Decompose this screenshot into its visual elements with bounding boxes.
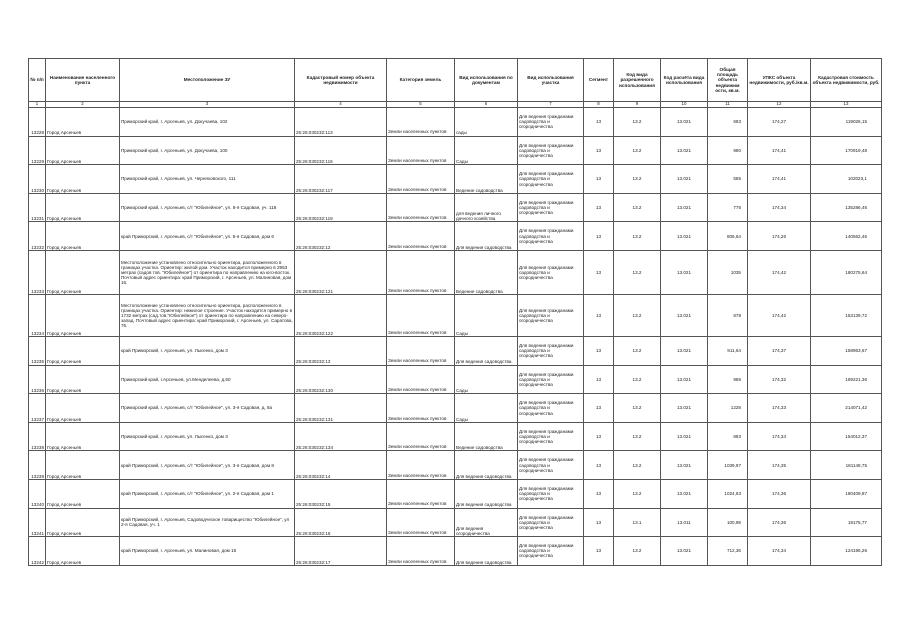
land-category: Земли населенных пунктов [387, 108, 455, 137]
permitted-use-code: 13.2 [614, 136, 661, 165]
header-cell: Код вида разрешенного использования [614, 59, 661, 102]
parcel-use: Для ведения гражданами садоводства и огородничества [518, 479, 584, 508]
header-cell: Вид использования участка [518, 59, 584, 102]
column-number: 5 [387, 102, 455, 108]
settlement-name: Город Арсеньев [46, 508, 120, 537]
upks-value: 174,41 [748, 136, 811, 165]
permitted-use-code: 13.2 [614, 294, 661, 336]
cadastral-cost: 181148,75 [811, 451, 882, 480]
parcel-location: Приморский край, г. Арсеньев, с/т "Юбилейное", ул. 3-я Садовая, д. 8а [120, 394, 295, 423]
segment: 13 [584, 451, 614, 480]
upks-value: 174,27 [748, 108, 811, 137]
total-area: 712,36 [708, 537, 748, 566]
total-area: 1024,63 [708, 479, 748, 508]
settlement-name: Город Арсеньев [46, 193, 120, 222]
permitted-use-code: 13.2 [614, 222, 661, 251]
row-number: 13238 [29, 422, 46, 451]
calc-use-code: 13.021 [661, 479, 708, 508]
parcel-use: Для ведения гражданами садоводства и огородничества [518, 451, 584, 480]
parcel-location: Приморский край, г. Арсеньев, ул. Докучаева, 102 [120, 108, 295, 137]
parcel-location: Приморский край, г.Арсеньев, ул.Менделеева, д.50 [120, 365, 295, 394]
table-row [29, 451, 882, 480]
upks-value: 174,26 [748, 222, 811, 251]
parcel-use: Для ведения гражданами садоводства и огородничества [518, 250, 584, 294]
cadastral-cost: 124195,26 [811, 537, 882, 566]
parcel-location: Местоположение установлено относительно ориентира, расположенного в границах участка. Ориентир: нежилое строение. Участок находится примерно в 1732 метрах (сад.тов."Юбилейное") от ориентира по направлению на северо-запад. Почтовый адрес ориентира: край Приморский, г. Арсеньев, ул. Саратова, 76. [120, 294, 295, 336]
upks-value: 174,33 [748, 394, 811, 423]
permitted-use-code: 13.2 [614, 365, 661, 394]
documented-use: Для ведения садоводства [455, 451, 518, 480]
cadastral-number: 25:26:030232:17 [295, 537, 387, 566]
total-area: 100,98 [708, 508, 748, 537]
parcel-location: Приморский край, г. Арсеньев, ул. Докучаева, 100 [120, 136, 295, 165]
cadastral-table [28, 58, 882, 566]
total-area: 883 [708, 422, 748, 451]
column-number: 8 [584, 102, 614, 108]
calc-use-code: 13.021 [661, 422, 708, 451]
permitted-use-code: 13.1 [614, 508, 661, 537]
header-cell: Общая площадь объекта недвижим ости, кв.м. [708, 59, 748, 102]
row-number: 13232 [29, 222, 46, 251]
total-area: 776 [708, 193, 748, 222]
segment: 13 [584, 394, 614, 423]
column-number: 13 [811, 102, 882, 108]
table-body [29, 108, 882, 566]
land-category: Земли населенных пунктов [387, 508, 455, 537]
land-category: Земли населенных пунктов [387, 294, 455, 336]
settlement-name: Город Арсеньев [46, 479, 120, 508]
table-row [29, 394, 882, 423]
column-number: 6 [455, 102, 518, 108]
total-area: 1035 [708, 250, 748, 294]
calc-use-code: 13.021 [661, 365, 708, 394]
total-area: 980 [708, 136, 748, 165]
segment: 13 [584, 222, 614, 251]
row-number: 13236 [29, 365, 46, 394]
row-number: 13235 [29, 336, 46, 365]
documented-use: Для ведения садоводства [455, 537, 518, 566]
segment: 13 [584, 479, 614, 508]
row-number: 13229 [29, 136, 46, 165]
table-row [29, 222, 882, 251]
row-number: 13242 [29, 537, 46, 566]
segment: 13 [584, 336, 614, 365]
documented-use: Для ведения садоводства [455, 222, 518, 251]
upks-value: 174,42 [748, 250, 811, 294]
table-row [29, 108, 882, 137]
settlement-name: Город Арсеньев [46, 394, 120, 423]
parcel-location: Приморский край, г. Арсеньев, ул. Лысенко, дом 3 [120, 422, 295, 451]
settlement-name: Город Арсеньев [46, 165, 120, 194]
upks-value: 174,35 [748, 451, 811, 480]
settlement-name: Город Арсеньев [46, 294, 120, 336]
segment: 13 [584, 165, 614, 194]
land-category: Земли населенных пунктов [387, 537, 455, 566]
parcel-use: Для ведения гражданами садоводства и огородничества [518, 193, 584, 222]
land-category: Земли населенных пунктов [387, 193, 455, 222]
upks-value: 174,36 [748, 479, 811, 508]
land-category: Земли населенных пунктов [387, 479, 455, 508]
table-row [29, 294, 882, 336]
segment: 13 [584, 136, 614, 165]
table-row [29, 508, 882, 537]
total-area: 911,64 [708, 336, 748, 365]
row-number: 13241 [29, 508, 46, 537]
calc-use-code: 13.021 [661, 193, 708, 222]
column-number: 7 [518, 102, 584, 108]
parcel-use: Для ведения гражданами садоводства и огородничества [518, 165, 584, 194]
header-cell: УПКС объекта недвижимости, руб./кв.м. [748, 59, 811, 102]
cadastral-number: 25:26:030232:134 [295, 422, 387, 451]
upks-value: 174,42 [748, 294, 811, 336]
header-cell: Код расчёта вида использования [661, 59, 708, 102]
calc-use-code: 13.021 [661, 336, 708, 365]
upks-value: 174,34 [748, 537, 811, 566]
row-number: 13240 [29, 479, 46, 508]
table-row [29, 422, 882, 451]
upks-value: 174,34 [748, 422, 811, 451]
cadastral-number: 25:26:030232:12 [295, 222, 387, 251]
cadastral-cost: 180275,64 [811, 250, 882, 294]
settlement-name: Город Арсеньев [46, 537, 120, 566]
row-number: 13230 [29, 165, 46, 194]
cadastral-cost: 135286,46 [811, 193, 882, 222]
cadastral-number: 25:26:030232:121 [295, 250, 387, 294]
parcel-use: Для ведения гражданами садоводства и огородничества [518, 508, 584, 537]
column-number: 3 [120, 102, 295, 108]
segment: 13 [584, 365, 614, 394]
parcel-location: Приморский край, г. Арсеньев, ул. Черняховского, 111 [120, 165, 295, 194]
parcel-location: край Приморский, г. Арсеньев, с/т "Юбилейное", ул. 5-я Садовая, дом 6 [120, 222, 295, 251]
cadastral-cost: 180409,87 [811, 479, 882, 508]
table-row [29, 537, 882, 566]
column-number: 12 [748, 102, 811, 108]
cadastral-cost: 154012,37 [811, 422, 882, 451]
parcel-location: край Приморский, г. Арсеньев, ул. Малиновая, дом 16 [120, 537, 295, 566]
segment: 13 [584, 250, 614, 294]
row-number: 13237 [29, 394, 46, 423]
column-number: 11 [708, 102, 748, 108]
header-cell: Сегмент [584, 59, 614, 102]
permitted-use-code: 13.2 [614, 479, 661, 508]
permitted-use-code: 13.2 [614, 394, 661, 423]
documented-use: Ведение садоводства [455, 165, 518, 194]
permitted-use-code: 13.2 [614, 250, 661, 294]
land-category: Земли населенных пунктов [387, 336, 455, 365]
row-number: 13228 [29, 108, 46, 137]
cadastral-cost: 158963,67 [811, 336, 882, 365]
cadastral-number: 25:26:030232:131 [295, 394, 387, 423]
header-cell: Вид использования по документам [455, 59, 518, 102]
settlement-name: Город Арсеньев [46, 250, 120, 294]
total-area: 1039,97 [708, 451, 748, 480]
table-row [29, 479, 882, 508]
header-cell: Категория земель [387, 59, 455, 102]
documented-use: Сады [455, 394, 518, 423]
parcel-use: Для ведения гражданами садоводства и огородничества [518, 136, 584, 165]
segment: 13 [584, 193, 614, 222]
upks-value: 174,34 [748, 193, 811, 222]
cadastral-number: 25:26:030232:119 [295, 193, 387, 222]
table-row [29, 365, 882, 394]
parcel-use: Для ведения гражданами садоводства и огородничества [518, 222, 584, 251]
total-area: 683 [708, 108, 748, 137]
land-category: Земли населенных пунктов [387, 394, 455, 423]
parcel-location: край Приморский, г. Арсеньев, с/т "Юбилейное", ул. 3-я Садовая, дом 8 [120, 451, 295, 480]
upks-value: 174,37 [748, 336, 811, 365]
upks-value: 174,36 [748, 508, 811, 537]
total-area: 878 [708, 294, 748, 336]
calc-use-code: 13.021 [661, 537, 708, 566]
row-number: 13234 [29, 294, 46, 336]
segment: 13 [584, 108, 614, 137]
cadastral-number: 25:26:030232:113 [295, 108, 387, 137]
cadastral-cost: 170919,48 [811, 136, 882, 165]
land-category: Земли населенных пунктов [387, 136, 455, 165]
header-row [29, 59, 882, 102]
land-category: Земли населенных пунктов [387, 365, 455, 394]
documented-use: сады [455, 108, 518, 137]
settlement-name: Город Арсеньев [46, 108, 120, 137]
land-category: Земли населенных пунктов [387, 422, 455, 451]
total-area: 1228 [708, 394, 748, 423]
parcel-location: край Приморский, г. Арсеньев, с/т "Юбилейное", ул. 2-я Садовая, дом 1 [120, 479, 295, 508]
cadastral-number: 25:26:030232:117 [295, 165, 387, 194]
settlement-name: Город Арсеньев [46, 336, 120, 365]
cadastral-number: 25:26:030232:15 [295, 479, 387, 508]
segment: 13 [584, 294, 614, 336]
parcel-location: Местоположение установлено относительно ориентира, расположенного в границах участка. Ориентир: жилой дом. Участок находится примерно в 2953 метрах (садов тов. "Юбилейное") от ориентира по направлению на юго-восток. Почтовый адрес ориентира: край Приморский, г. Арсеньев, ул. Малиновая, дом 16. [120, 250, 295, 294]
upks-value: 174,32 [748, 365, 811, 394]
table-row [29, 193, 882, 222]
header-cell: Наименование населенного пункта [46, 59, 120, 102]
cadastral-cost: 102023,1 [811, 165, 882, 194]
parcel-location: край Приморский, г. Арсеньев, Садоводческое товарищество "Юбилейное", ул 2-я Садовая, уч. 1 [120, 508, 295, 537]
cadastral-number: 25:26:030232:122 [295, 294, 387, 336]
land-category: Земли населенных пунктов [387, 222, 455, 251]
cadastral-cost: 214071,42 [811, 394, 882, 423]
cadastral-cost: 119026,15 [811, 108, 882, 137]
cadastral-number: 25:26:030232:16 [295, 508, 387, 537]
parcel-use: Для ведения гражданами садоводства и огородничества [518, 108, 584, 137]
settlement-name: Город Арсеньев [46, 222, 120, 251]
documented-use: Для ведения садоводства [455, 336, 518, 365]
permitted-use-code: 13.2 [614, 108, 661, 137]
documented-use: Ведение садоводства [455, 250, 518, 294]
table-row [29, 250, 882, 294]
total-area: 985 [708, 365, 748, 394]
upks-value: 174,41 [748, 165, 811, 194]
land-category: Земли населенных пунктов [387, 451, 455, 480]
row-number: 13233 [29, 250, 46, 294]
documented-use: Для ведения садоводства [455, 479, 518, 508]
parcel-use: Для ведения гражданами садоводства и огородничества [518, 394, 584, 423]
column-number: 2 [46, 102, 120, 108]
cadastral-number: 25:26:030232:13 [295, 336, 387, 365]
header-cell: Кадастровый номер объекта недвижимости [295, 59, 387, 102]
parcel-location: Приморский край, г. Арсеньев, с/т "Юбилейное", ул. 8-я Садовая, уч. 118 [120, 193, 295, 222]
table-row [29, 336, 882, 365]
land-category: Земли населенных пунктов [387, 250, 455, 294]
calc-use-code: 13.021 [661, 250, 708, 294]
segment: 13 [584, 537, 614, 566]
row-number: 13239 [29, 451, 46, 480]
land-category: Земли населенных пунктов [387, 165, 455, 194]
parcel-location: край Приморский, г. Арсеньев, ул. Лысенко, дом 3 [120, 336, 295, 365]
total-area: 806,64 [708, 222, 748, 251]
table-row [29, 136, 882, 165]
table-row [29, 165, 882, 194]
documented-use: Сады [455, 365, 518, 394]
header-cell: № п/п [29, 59, 46, 102]
total-area: 585 [708, 165, 748, 194]
column-number: 10 [661, 102, 708, 108]
cadastral-number: 25:26:030232:130 [295, 365, 387, 394]
cadastral-cost: 140562,46 [811, 222, 882, 251]
calc-use-code: 13.021 [661, 165, 708, 194]
permitted-use-code: 13.2 [614, 422, 661, 451]
cadastral-number: 25:26:030232:116 [295, 136, 387, 165]
cadastral-cost: 169221,36 [811, 365, 882, 394]
documented-use: для ведения личного дачного хозяйства [455, 193, 518, 222]
calc-use-code: 13.021 [661, 294, 708, 336]
calc-use-code: 13.021 [661, 451, 708, 480]
settlement-name: Город Арсеньев [46, 365, 120, 394]
settlement-name: Город Арсеньев [46, 451, 120, 480]
permitted-use-code: 13.2 [614, 451, 661, 480]
segment: 13 [584, 508, 614, 537]
calc-use-code: 13.021 [661, 394, 708, 423]
row-number: 13231 [29, 193, 46, 222]
documented-use: Для ведения огородничества [455, 508, 518, 537]
parcel-use: Для ведения гражданами садоводства и огородничества [518, 422, 584, 451]
parcel-use: Для ведения гражданами садоводства и огородничества [518, 365, 584, 394]
settlement-name: Город Арсеньев [46, 422, 120, 451]
calc-use-code: 13.021 [661, 108, 708, 137]
column-number: 1 [29, 102, 46, 108]
calc-use-code: 13.021 [661, 136, 708, 165]
parcel-use: Для ведения гражданами садоводства и огородничества [518, 336, 584, 365]
calc-use-code: 13.011 [661, 508, 708, 537]
permitted-use-code: 13.2 [614, 165, 661, 194]
cadastral-cost: 19175,77 [811, 508, 882, 537]
cadastral-number: 25:26:030232:14 [295, 451, 387, 480]
column-number: 9 [614, 102, 661, 108]
permitted-use-code: 13.2 [614, 537, 661, 566]
cadastral-cost: 153139,72 [811, 294, 882, 336]
header-cell: Кадастровая стоимость объекта недвижимости, руб. [811, 59, 882, 102]
documented-use: Сады [455, 294, 518, 336]
permitted-use-code: 13.2 [614, 193, 661, 222]
header-cell: Местоположение ЗУ [120, 59, 295, 102]
column-number: 4 [295, 102, 387, 108]
documented-use: Сады [455, 136, 518, 165]
parcel-use: Для ведения гражданами садоводства и огородничества [518, 294, 584, 336]
parcel-use: Для ведения гражданами садоводства и огородничества [518, 537, 584, 566]
permitted-use-code: 13.2 [614, 336, 661, 365]
segment: 13 [584, 422, 614, 451]
documented-use: Ведение садоводства [455, 422, 518, 451]
calc-use-code: 13.021 [661, 222, 708, 251]
settlement-name: Город Арсеньев [46, 136, 120, 165]
